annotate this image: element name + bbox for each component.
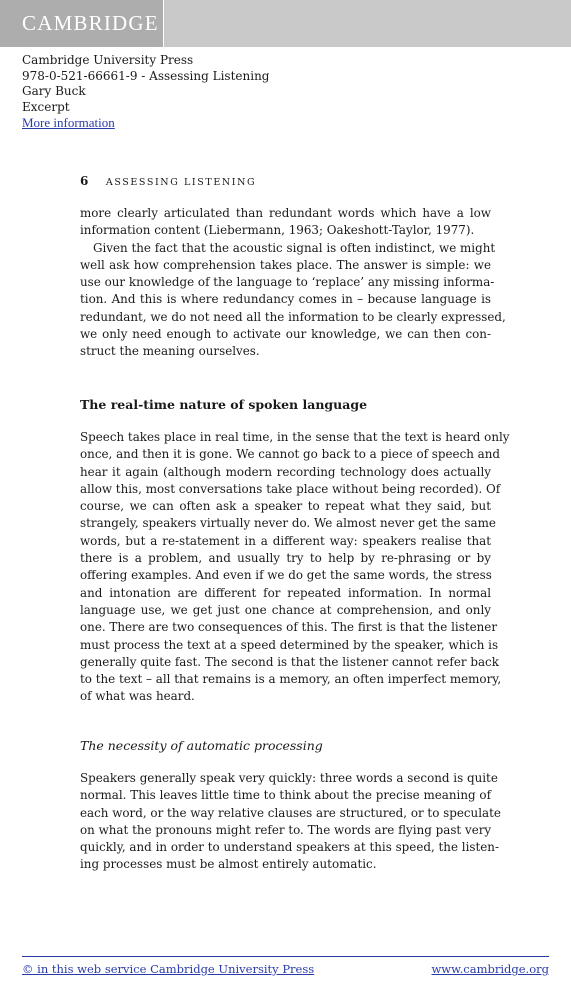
text-line: and intonation are different for repeated information. In normal [80,585,491,600]
subsection-heading: The necessity of automatic processing [80,738,323,753]
section-heading: The real-time nature of spoken language [80,397,368,412]
text-line: normal. This leaves little time to think about the precise meaning of [80,788,491,803]
more-information-link[interactable]: More information [22,115,115,131]
text-line: Speakers generally speak very quickly: three words a second is quite [80,771,498,785]
text-line: redundant, we do not need all the information to be clearly expressed, [80,309,506,324]
running-head [80,174,256,188]
footer-divider [22,956,549,957]
page-number: 6 [80,174,89,188]
text-line: Given the fact that the acoustic signal is often indistinct, we might [93,240,496,255]
top-banner [0,0,571,47]
website-link[interactable]: www.cambridge.org [431,962,549,976]
running-title: ASSESSING LISTENING [105,177,257,188]
text-line: strangely, speakers virtually never do. We almost never get the same [80,516,496,531]
text-line: tion. And this is where redundancy comes in – because language is [80,292,491,307]
text-line: words, but a re-statement in a different way: speakers realise that [80,533,491,548]
text-line: allow this, most conversations take place without being recorded). Of [80,481,501,496]
text-line: hear it again (although modern recording technology does actually [80,464,491,479]
text-line: each word, or the way relative clauses are structured, or to speculate [80,805,501,820]
copyright-link[interactable]: © in this web service Cambridge University Press [22,962,315,976]
cambridge-logo [0,0,164,47]
text-line: struct the meaning ourselves. [80,344,260,359]
text-line: course, we can often ask a speaker to repeat what they said, but [80,499,491,514]
text-line: once, and then it is gone. We cannot go back to a piece of speech and [80,447,501,462]
section-paragraph [80,429,510,706]
text-line: information content (Liebermann, 1963; Oakeshott-Taylor, 1977). [80,223,475,238]
text-line: to the text – all that remains is a memory, an often imperfect memory, [80,672,502,687]
subsection-paragraph [80,770,501,874]
publisher-line: Cambridge University Press [22,53,194,67]
intro-paragraph [80,205,506,361]
text-line: ing processes must be almost entirely automatic. [80,857,377,872]
text-line: must process the text at a speed determined by the speaker, which is [80,637,499,652]
text-line: quickly, and in order to understand speakers at this speed, the listen- [80,840,499,855]
isbn-title-line: 978-0-521-66661-9 - Assessing Listening [22,68,270,83]
text-line: on what the pronouns might refer to. The words are flying past very [80,822,492,837]
text-line: one. There are two consequences of this. The first is that the listener [80,620,498,635]
text-line: more clearly articulated than redundant words which have a low [80,206,491,220]
text-line: generally quite fast. The second is that the listener cannot refer back [80,654,499,669]
text-line: there is a problem, and usually try to help by re-phrasing or by [80,551,491,566]
book-metadata [22,53,269,132]
text-line: well ask how comprehension takes place. The answer is simple: we [80,257,491,272]
logo-text: CAMBRIDGE [22,11,159,35]
text-line: language use, we get just one chance at comprehension, and only [80,602,491,617]
author-line: Gary Buck [22,84,86,99]
text-line: offering examples. And even if we do get the same words, the stress [80,568,492,583]
text-line: of what was heard. [80,689,195,704]
text-line: we only need enough to activate our knowledge, we can then con- [80,327,491,342]
text-line: Speech takes place in real time, in the sense that the text is heard only [80,430,510,444]
text-line: use our knowledge of the language to ‘replace’ any missing informa- [80,275,495,290]
type-line: Excerpt [22,99,70,114]
